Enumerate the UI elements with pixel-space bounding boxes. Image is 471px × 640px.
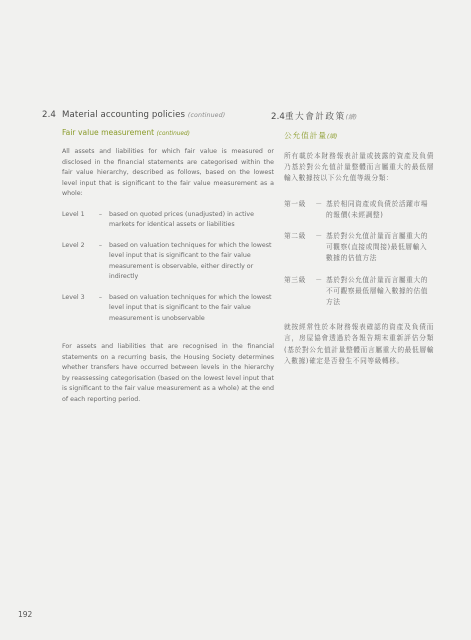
- section-number: 2.4: [42, 110, 56, 120]
- level-description-zh: 基於相同資產或負債於活躍市場的報價(未經調整): [326, 199, 429, 219]
- level-description-zh: 基於對公允值計量而言屬重大的不可觀察最低層輸入數據的估值方法: [326, 275, 429, 307]
- section-title-zh: 重大會計政策: [285, 112, 346, 122]
- level-label: Level 3: [62, 293, 85, 301]
- section-continued-zh: (續): [345, 114, 358, 121]
- subsection-continued-zh: (續): [326, 134, 338, 140]
- level-1-row: [62, 210, 274, 231]
- section-heading-zh: [271, 110, 434, 122]
- section-continued: (continued): [187, 112, 226, 119]
- section-title: Material accounting policies: [62, 110, 186, 120]
- subsection-title-zh: 公允值計量: [284, 131, 327, 140]
- subsection-heading: [62, 128, 274, 137]
- level-dash-zh: －: [315, 232, 323, 241]
- chinese-column: [271, 110, 434, 377]
- level-description: based on valuation techniques for which the lowest level input that is significant to the fair value measurement is unobservable: [109, 293, 272, 322]
- level-label-zh: 第二級: [284, 232, 306, 241]
- level-label-zh: 第一級: [284, 199, 306, 208]
- subsection-title: Fair value measurement: [62, 128, 155, 137]
- section-number-zh: 2.4: [271, 112, 285, 122]
- level-3-row-zh: [284, 275, 434, 309]
- level-description: based on valuation techniques for which the lowest level input that is significant to the fair value measurement is observable, either directly or indirectly: [109, 241, 272, 280]
- level-dash: –: [98, 241, 103, 249]
- level-2-row-zh: [284, 231, 434, 265]
- intro-paragraph-zh: 所有載於本財務報表計量或披露的資產及負債乃基於對公允值計量整體而言屬重大的最低層輸入數據按以下公允值等級分類：: [284, 152, 434, 183]
- level-dash: –: [98, 210, 103, 218]
- level-dash-zh: －: [315, 199, 323, 208]
- level-dash-zh: －: [315, 275, 323, 284]
- level-1-row-zh: [284, 199, 434, 221]
- english-column: [42, 110, 274, 415]
- intro-paragraph: All assets and liabilities for which fair value is measured or disclosed in the financial statements are categorised within the fair value hierarchy, described as follows, based on the lowest level input that is significant to the fair value measurement as a whole:: [62, 148, 274, 197]
- level-description: based on quoted prices (unadjusted) in active markets for identical assets or liabilities: [109, 210, 254, 228]
- level-2-row: [62, 241, 274, 283]
- level-description-zh: 基於對公允值計量而言屬重大的可觀察(直接或間接)最低層輸入數據的估值方法: [326, 232, 429, 263]
- subsection-continued: (continued): [156, 131, 190, 137]
- level-3-row: [62, 293, 274, 325]
- level-label-zh: 第三級: [284, 275, 306, 284]
- closing-paragraph-zh: 就按經常性於本財務報表確認的資產及負債而言，房屋協會透過於各報告期末重新評估分類(基於對公允值計量整體而言屬重大的最低層輸入數據)確定是否發生不同等級轉移。: [284, 323, 434, 365]
- level-label: Level 1: [62, 210, 85, 218]
- closing-paragraph: For assets and liabilities that are recognised in the financial statements on a recurring basis, the Housing Society determines whether transfers have occurred between levels in the hierarchy by reassessing categorisation (based on the lowest level input that is significant to the fair value measurement as a whole) at the end of each reporting period.: [62, 343, 274, 403]
- page-number: 192: [18, 610, 33, 619]
- subsection-heading-zh: [284, 130, 434, 141]
- level-label: Level 2: [62, 241, 85, 249]
- level-dash: –: [98, 293, 103, 301]
- section-heading: [42, 110, 274, 120]
